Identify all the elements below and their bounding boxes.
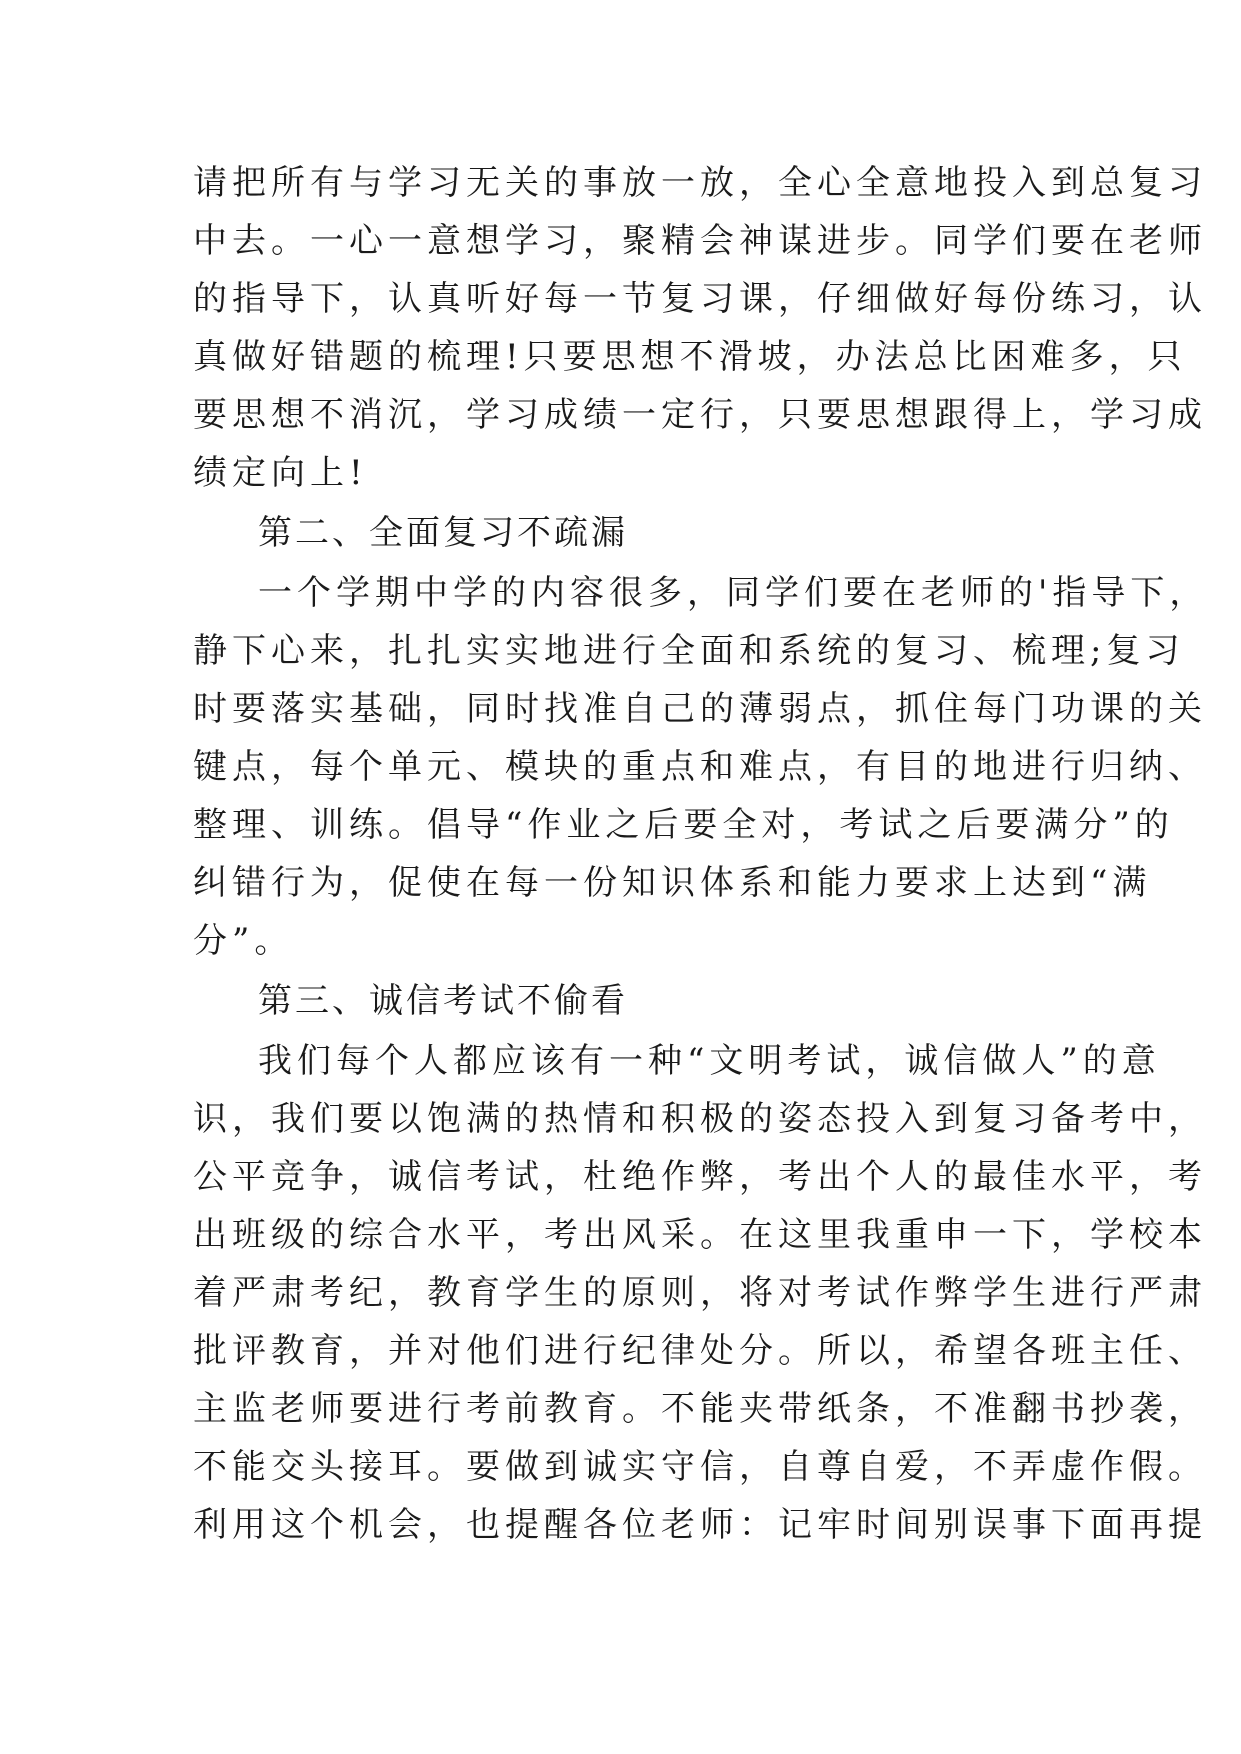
- text-line: 整理、训练。倡导“作业之后要全对，考试之后要满分”的: [193, 805, 1174, 845]
- text-line: 出班级的综合水平，考出风采。在这里我重申一下，学校本: [193, 1215, 1207, 1255]
- text-line: 真做好错题的梳理!只要思想不滑坡，办法总比困难多，只: [193, 337, 1187, 377]
- text-line: 中去。一心一意想学习，聚精会神谋进步。同学们要在老师: [193, 221, 1207, 261]
- text-line: 纠错行为，促使在每一份知识体系和能力要求上达到“满: [193, 863, 1152, 903]
- text-line: 主监老师要进行考前教育。不能夹带纸条，不准翻书抄袭，: [193, 1389, 1207, 1429]
- text-line: 着严肃考纪，教育学生的原则，将对考试作弊学生进行严肃: [193, 1273, 1207, 1313]
- text-line: 一个学期中学的内容很多，同学们要在老师的'指导下，: [258, 573, 1209, 613]
- section-heading-3: 第三、诚信考试不偷看: [258, 981, 628, 1021]
- text-line: 我们每个人都应该有一种“文明考试，诚信做人”的意: [258, 1041, 1161, 1081]
- section-heading-2: 第二、全面复习不疏漏: [258, 513, 628, 553]
- text-line: 请把所有与学习无关的事放一放，全心全意地投入到总复习: [193, 163, 1207, 203]
- text-line: 要思想不消沉，学习成绩一定行，只要思想跟得上，学习成: [193, 395, 1207, 435]
- text-line: 静下心来，扎扎实实地进行全面和系统的复习、梳理;复习: [193, 631, 1185, 671]
- text-line: 不能交头接耳。要做到诚实守信，自尊自爱，不弄虚作假。: [193, 1447, 1207, 1487]
- text-line: 识，我们要以饱满的热情和积极的姿态投入到复习备考中，: [193, 1099, 1207, 1139]
- text-line: 利用这个机会，也提醒各位老师：记牢时间别误事下面再提: [193, 1505, 1207, 1545]
- text-line: 键点，每个单元、模块的重点和难点，有目的地进行归纳、: [193, 747, 1207, 787]
- text-line: 时要落实基础，同时找准自己的薄弱点，抓住每门功课的关: [193, 689, 1207, 729]
- text-line: 批评教育，并对他们进行纪律处分。所以，希望各班主任、: [193, 1331, 1207, 1371]
- text-line: 的指导下，认真听好每一节复习课，仔细做好每份练习，认: [193, 279, 1207, 319]
- text-line: 公平竞争，诚信考试，杜绝作弊，考出个人的最佳水平，考: [193, 1157, 1207, 1197]
- text-line: 绩定向上!: [193, 453, 368, 493]
- text-line: 分”。: [193, 921, 294, 961]
